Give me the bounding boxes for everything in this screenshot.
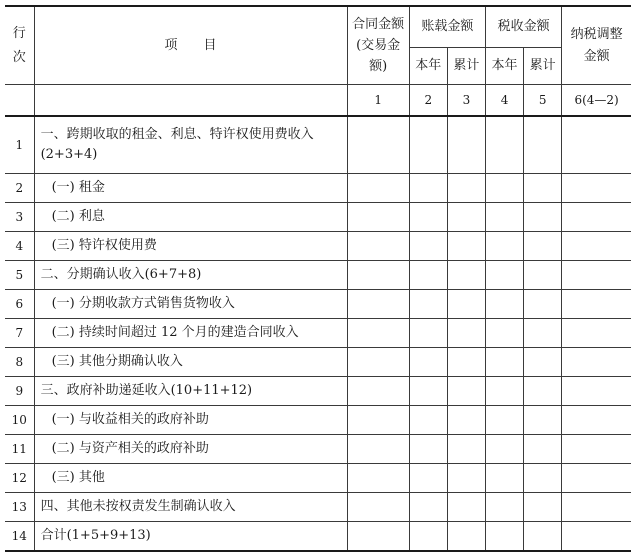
row-item-label: 一、跨期收取的租金、利息、特许权使用费收入(2+3+4) <box>34 116 347 174</box>
header-tax-cumulative: 累计 <box>524 48 562 85</box>
cell-book-cumulative[interactable] <box>447 435 485 464</box>
cell-book-current-year[interactable] <box>409 377 447 406</box>
cell-tax-cumulative[interactable] <box>524 290 562 319</box>
row-item-label: (一) 分期收款方式销售货物收入 <box>34 290 347 319</box>
cell-book-current-year[interactable] <box>409 522 447 552</box>
table-row <box>5 261 631 290</box>
table-row <box>5 232 631 261</box>
table-row <box>5 348 631 377</box>
row-line-number: 3 <box>5 203 34 232</box>
cell-adjust-amount[interactable] <box>562 319 631 348</box>
cell-tax-current-year[interactable] <box>485 464 523 493</box>
row-item-label: 三、政府补助递延收入(10+11+12) <box>34 377 347 406</box>
cell-tax-current-year[interactable] <box>485 261 523 290</box>
cell-contract-amount[interactable] <box>347 203 409 232</box>
cell-tax-current-year[interactable] <box>485 377 523 406</box>
cell-tax-cumulative[interactable] <box>524 522 562 552</box>
header-item-label: 项 目 <box>164 37 217 53</box>
cell-book-current-year[interactable] <box>409 319 447 348</box>
cell-contract-amount[interactable] <box>347 406 409 435</box>
table-body <box>5 116 631 551</box>
cell-book-cumulative[interactable] <box>447 203 485 232</box>
cell-tax-cumulative[interactable] <box>524 174 562 203</box>
cell-adjust-amount[interactable] <box>562 406 631 435</box>
cell-adjust-amount[interactable] <box>562 174 631 203</box>
table-row <box>5 377 631 406</box>
row-item-label: 四、其他未按权责发生制确认收入 <box>34 493 347 522</box>
table-row <box>5 319 631 348</box>
header-tax-amount <box>485 6 561 48</box>
cell-adjust-amount[interactable] <box>562 522 631 552</box>
cell-book-cumulative[interactable] <box>447 174 485 203</box>
table-row <box>5 174 631 203</box>
header-item <box>34 6 347 85</box>
cell-contract-amount[interactable] <box>347 464 409 493</box>
header-col-number: 6(4—2) <box>562 85 631 117</box>
header-book-amount-label: 账载金额 <box>421 19 474 34</box>
cell-contract-amount[interactable] <box>347 261 409 290</box>
cell-book-cumulative[interactable] <box>447 116 485 174</box>
cell-book-cumulative[interactable] <box>447 493 485 522</box>
cell-tax-current-year[interactable] <box>485 232 523 261</box>
row-line-number: 9 <box>5 377 34 406</box>
row-line-number: 11 <box>5 435 34 464</box>
cell-tax-current-year[interactable] <box>485 116 523 174</box>
cell-contract-amount[interactable] <box>347 377 409 406</box>
table-row <box>5 493 631 522</box>
header-row-col-numbers <box>5 85 631 117</box>
cell-contract-amount[interactable] <box>347 232 409 261</box>
cell-book-cumulative[interactable] <box>447 464 485 493</box>
cell-tax-current-year[interactable] <box>485 406 523 435</box>
income-adjustment-table <box>5 5 631 552</box>
row-item-label: (一) 与收益相关的政府补助 <box>34 406 347 435</box>
row-item-label: (二) 与资产相关的政府补助 <box>34 435 347 464</box>
header-col-number-blank <box>34 85 347 117</box>
cell-tax-current-year[interactable] <box>485 203 523 232</box>
table-row <box>5 290 631 319</box>
header-tax-amount-label: 税收金额 <box>497 19 550 34</box>
cell-contract-amount[interactable] <box>347 435 409 464</box>
cell-adjust-amount[interactable] <box>562 116 631 174</box>
cell-tax-cumulative[interactable] <box>524 203 562 232</box>
cell-book-current-year[interactable] <box>409 493 447 522</box>
header-book-cumulative: 累计 <box>447 48 485 85</box>
cell-book-current-year[interactable] <box>409 464 447 493</box>
cell-tax-cumulative[interactable] <box>524 464 562 493</box>
row-item-label: 二、分期确认收入(6+7+8) <box>34 261 347 290</box>
cell-adjust-amount[interactable] <box>562 493 631 522</box>
cell-tax-cumulative[interactable] <box>524 493 562 522</box>
cell-tax-cumulative[interactable] <box>524 319 562 348</box>
cell-book-cumulative[interactable] <box>447 319 485 348</box>
cell-adjust-amount[interactable] <box>562 232 631 261</box>
cell-adjust-amount[interactable] <box>562 203 631 232</box>
cell-tax-cumulative[interactable] <box>524 116 562 174</box>
cell-contract-amount[interactable] <box>347 319 409 348</box>
cell-book-cumulative[interactable] <box>447 261 485 290</box>
cell-book-current-year[interactable] <box>409 406 447 435</box>
header-adjust-amount-label: 纳税调整金额 <box>570 26 623 64</box>
header-col-number: 2 <box>409 85 447 117</box>
row-line-number: 6 <box>5 290 34 319</box>
cell-contract-amount[interactable] <box>347 174 409 203</box>
cell-contract-amount[interactable] <box>347 290 409 319</box>
cell-book-current-year[interactable] <box>409 348 447 377</box>
header-adjust-amount <box>562 6 631 85</box>
table-row <box>5 203 631 232</box>
header-line-no-label: 行次 <box>12 25 26 65</box>
cell-adjust-amount[interactable] <box>562 377 631 406</box>
header-col-number: 3 <box>447 85 485 117</box>
row-item-label: (一) 租金 <box>34 174 347 203</box>
cell-tax-current-year[interactable] <box>485 522 523 552</box>
cell-tax-current-year[interactable] <box>485 493 523 522</box>
cell-book-current-year[interactable] <box>409 290 447 319</box>
cell-adjust-amount[interactable] <box>562 290 631 319</box>
cell-book-cumulative[interactable] <box>447 348 485 377</box>
cell-tax-current-year[interactable] <box>485 435 523 464</box>
cell-book-cumulative[interactable] <box>447 406 485 435</box>
row-line-number: 1 <box>5 116 34 174</box>
header-col-number-blank <box>5 85 34 117</box>
row-line-number: 2 <box>5 174 34 203</box>
cell-contract-amount[interactable] <box>347 493 409 522</box>
header-contract-amount <box>347 6 409 85</box>
header-book-current-year: 本年 <box>409 48 447 85</box>
header-book-amount <box>409 6 485 48</box>
cell-tax-cumulative[interactable] <box>524 406 562 435</box>
table-row <box>5 464 631 493</box>
row-line-number: 4 <box>5 232 34 261</box>
cell-book-current-year[interactable] <box>409 232 447 261</box>
table-row <box>5 116 631 174</box>
cell-tax-cumulative[interactable] <box>524 261 562 290</box>
cell-adjust-amount[interactable] <box>562 261 631 290</box>
cell-tax-current-year[interactable] <box>485 348 523 377</box>
cell-book-cumulative[interactable] <box>447 522 485 552</box>
header-col-number: 5 <box>524 85 562 117</box>
header-col-number: 1 <box>347 85 409 117</box>
cell-book-cumulative[interactable] <box>447 232 485 261</box>
cell-book-cumulative[interactable] <box>447 377 485 406</box>
row-line-number: 5 <box>5 261 34 290</box>
cell-book-current-year[interactable] <box>409 174 447 203</box>
row-line-number: 7 <box>5 319 34 348</box>
cell-tax-current-year[interactable] <box>485 290 523 319</box>
table-row <box>5 522 631 552</box>
row-item-label: (三) 特许权使用费 <box>34 232 347 261</box>
cell-adjust-amount[interactable] <box>562 464 631 493</box>
cell-book-current-year[interactable] <box>409 435 447 464</box>
header-contract-amount-label: 合同金额(交易金额) <box>352 17 405 74</box>
row-item-label: (二) 持续时间超过 12 个月的建造合同收入 <box>34 319 347 348</box>
cell-adjust-amount[interactable] <box>562 348 631 377</box>
header-row-top <box>5 6 631 48</box>
tax-adjustment-table-container <box>5 5 631 552</box>
cell-tax-cumulative[interactable] <box>524 435 562 464</box>
cell-tax-current-year[interactable] <box>485 174 523 203</box>
cell-tax-cumulative[interactable] <box>524 348 562 377</box>
cell-tax-current-year[interactable] <box>485 319 523 348</box>
row-item-label: (二) 利息 <box>34 203 347 232</box>
cell-contract-amount[interactable] <box>347 522 409 552</box>
row-line-number: 14 <box>5 522 34 552</box>
row-line-number: 13 <box>5 493 34 522</box>
cell-adjust-amount[interactable] <box>562 435 631 464</box>
header-tax-current-year: 本年 <box>485 48 523 85</box>
header-col-number: 4 <box>485 85 523 117</box>
cell-tax-cumulative[interactable] <box>524 377 562 406</box>
cell-contract-amount[interactable] <box>347 348 409 377</box>
cell-contract-amount[interactable] <box>347 116 409 174</box>
cell-book-current-year[interactable] <box>409 116 447 174</box>
row-line-number: 8 <box>5 348 34 377</box>
row-item-label: 合计(1+5+9+13) <box>34 522 347 552</box>
row-item-label: (三) 其他分期确认收入 <box>34 348 347 377</box>
row-line-number: 10 <box>5 406 34 435</box>
row-item-label: (三) 其他 <box>34 464 347 493</box>
row-line-number: 12 <box>5 464 34 493</box>
table-row <box>5 406 631 435</box>
cell-tax-cumulative[interactable] <box>524 232 562 261</box>
table-row <box>5 435 631 464</box>
header-line-no <box>5 6 34 85</box>
cell-book-current-year[interactable] <box>409 261 447 290</box>
cell-book-cumulative[interactable] <box>447 290 485 319</box>
cell-book-current-year[interactable] <box>409 203 447 232</box>
